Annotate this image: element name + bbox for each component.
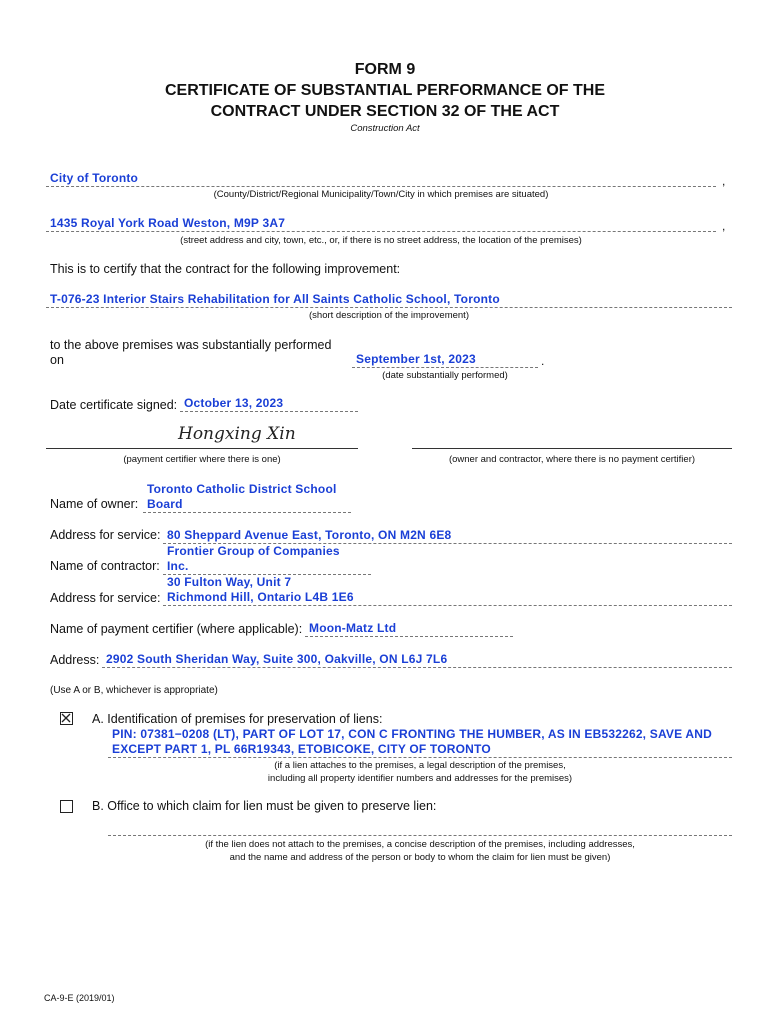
owner-signature-line[interactable] xyxy=(412,448,732,449)
comma: , xyxy=(722,219,726,233)
performed-hint: (date substantially performed) xyxy=(382,370,508,381)
certifier-signature: Hongxing Xin xyxy=(178,424,296,444)
date-signed-field[interactable] xyxy=(180,396,358,412)
footer-code: CA-9-E (2019/01) xyxy=(44,993,115,1003)
contractor-label: Name of contractor: xyxy=(50,559,160,573)
improvement-value: T-076-23 Interior Stairs Rehabilitation for All Saints Catholic School, Toronto xyxy=(50,292,500,306)
date-signed-label: Date certificate signed: xyxy=(50,398,178,412)
payment-address-value: 2902 South Sheridan Way, Suite 300, Oakville, ON L6J 7L6 xyxy=(106,652,448,666)
owner-label: Name of owner: xyxy=(50,497,139,511)
owner-service-value: 80 Sheppard Avenue East, Toronto, ON M2N 6E8 xyxy=(167,528,452,542)
contractor-value-line2: Inc. xyxy=(167,559,189,573)
contractor-service-label: Address for service: xyxy=(50,591,161,605)
payment-address-label: Address: xyxy=(50,653,100,667)
performed-date-field[interactable] xyxy=(352,352,538,368)
use-note: (Use A or B, whichever is appropriate) xyxy=(50,685,218,696)
option-b-hint-line1: (if the lien does not attach to the premises, a concise description of the premises, including addresses, xyxy=(205,839,635,850)
option-b-field[interactable] xyxy=(108,820,732,836)
address-hint: (street address and city, town, etc., or, if there is no street address, the location of the premises) xyxy=(180,235,582,246)
owner-field[interactable] xyxy=(143,497,351,513)
performed-date-value: September 1st, 2023 xyxy=(356,352,476,366)
contractor-service-line2: Richmond Hill, Ontario L4B 1E6 xyxy=(167,590,354,604)
improvement-field[interactable] xyxy=(46,292,732,308)
option-b-checkbox[interactable] xyxy=(60,800,73,813)
form-title-line2: CONTRACT UNDER SECTION 32 OF THE ACT xyxy=(210,103,560,120)
contractor-value-line1: Frontier Group of Companies xyxy=(167,544,340,558)
contractor-service-line1: 30 Fulton Way, Unit 7 xyxy=(167,575,292,589)
payment-address-field[interactable] xyxy=(102,652,732,668)
date-signed-value: October 13, 2023 xyxy=(184,396,284,410)
contractor-field[interactable] xyxy=(163,559,371,575)
comma: , xyxy=(722,174,726,188)
period: . xyxy=(541,354,545,368)
improvement-hint: (short description of the improvement) xyxy=(309,310,469,321)
form-number: FORM 9 xyxy=(354,61,416,78)
option-b-label: B. Office to which claim for lien must be given to preserve lien: xyxy=(92,799,437,813)
certify-text: This is to certify that the contract for the following improvement: xyxy=(50,262,401,276)
payment-certifier-label: Name of payment certifier (where applicable): xyxy=(50,622,303,636)
owner-service-field[interactable] xyxy=(163,528,732,544)
performed-on: on xyxy=(50,353,64,367)
form-subtitle: Construction Act xyxy=(350,123,420,134)
municipality-field[interactable] xyxy=(46,171,716,187)
certifier-signature-line[interactable] xyxy=(46,448,358,449)
owner-service-label: Address for service: xyxy=(50,528,161,542)
owner-value-line2: Board xyxy=(147,497,183,511)
option-a-hint-line1: (if a lien attaches to the premises, a legal description of the premises, xyxy=(274,760,566,771)
option-a-field[interactable] xyxy=(108,742,732,758)
address-field[interactable] xyxy=(46,216,716,232)
owner-hint: (owner and contractor, where there is no payment certifier) xyxy=(448,454,696,465)
owner-value-line1: Toronto Catholic District School xyxy=(147,482,337,496)
municipality-value: City of Toronto xyxy=(50,171,139,185)
check-x-icon xyxy=(61,713,71,723)
certifier-hint: (payment certifier where there is one) xyxy=(123,454,281,465)
performed-text: to the above premises was substantially performed xyxy=(50,338,332,352)
payment-certifier-value: Moon-Matz Ltd xyxy=(309,621,397,635)
option-a-value-line2: EXCEPT PART 1, PL 66R19343, ETOBICOKE, CITY OF TORONTO xyxy=(112,742,491,756)
option-a-value-line1: PIN: 07381−0208 (LT), PART OF LOT 17, CON C FRONTING THE HUMBER, AS IN EB532262, SAVE AND xyxy=(112,727,713,741)
option-a-label: A. Identification of premises for preservation of liens: xyxy=(92,712,383,726)
form-title-line1: CERTIFICATE OF SUBSTANTIAL PERFORMANCE OF THE xyxy=(165,82,605,99)
contractor-service-field[interactable] xyxy=(163,590,732,606)
address-value: 1435 Royal York Road Weston, M9P 3A7 xyxy=(50,216,286,230)
option-a-checkbox[interactable] xyxy=(60,712,73,725)
option-a-hint-line2: including all property identifier numbers and addresses for the premises) xyxy=(267,773,573,784)
payment-certifier-field[interactable] xyxy=(305,621,513,637)
municipality-hint: (County/District/Regional Municipality/Town/City in which premises are situated) xyxy=(213,189,549,200)
option-b-hint-line2: and the name and address of the person or body to whom the claim for lien must be given) xyxy=(229,852,611,863)
